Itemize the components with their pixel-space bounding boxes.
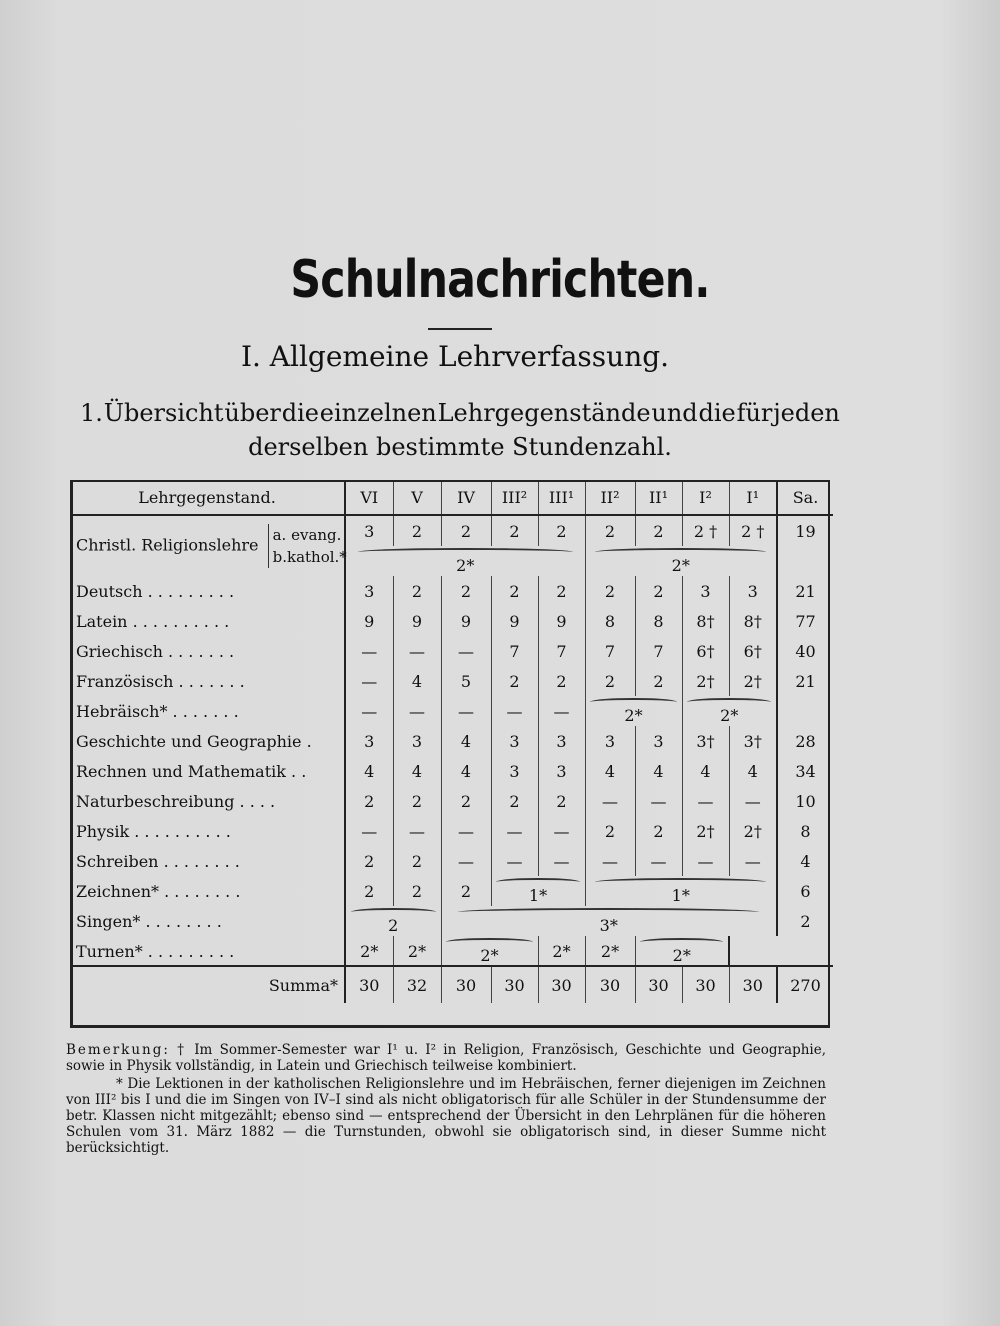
table-cell: 9 — [491, 606, 538, 636]
row-subject: Latein . . . . . . . . . . — [70, 606, 345, 636]
subtitle-word: die — [281, 399, 319, 427]
subject-header: Lehrgegenstand. — [70, 480, 345, 515]
col-header: II² — [585, 480, 635, 515]
table-row — [70, 816, 833, 846]
table-cell: 3 — [345, 726, 393, 756]
table-row — [70, 576, 833, 606]
table-cell: 6 — [777, 876, 833, 906]
table-cell: — — [729, 786, 777, 816]
subtitle-line-2: derselben bestimmte Stundenzahl. — [248, 433, 672, 461]
subtitle-word: für — [736, 399, 773, 427]
summa-row — [70, 966, 833, 1003]
summa-cell: 30 — [345, 966, 393, 1003]
table-cell: 2 — [585, 576, 635, 606]
table-cell: 2† — [729, 816, 777, 846]
row-subject: Geschichte und Geographie . — [70, 726, 345, 756]
table-row — [70, 876, 833, 906]
merged-cell: 1* — [585, 876, 777, 906]
subtitle-word: Lehrgegenstände — [437, 399, 651, 427]
table-cell: 3 — [729, 576, 777, 606]
table-cell: — — [491, 846, 538, 876]
table-cell: 6† — [729, 636, 777, 666]
religion-kathol-label: b.kathol.* — [272, 548, 347, 566]
table-cell: 3 — [491, 726, 538, 756]
table-row — [70, 636, 833, 666]
table-cell: 3 — [538, 726, 585, 756]
table-cell: 2* — [393, 936, 441, 966]
table-cell: 10 — [777, 786, 833, 816]
table-cell: 9 — [538, 606, 585, 636]
table-cell: — — [635, 786, 682, 816]
remark-1 — [66, 1042, 826, 1074]
table-cell: 2 — [777, 906, 833, 936]
table-cell: 2 — [491, 576, 538, 606]
remark-1-label: Bemerkung: — [66, 1042, 170, 1058]
religion-label: Christl. Religionslehre — [76, 535, 259, 555]
table-cell: — — [345, 666, 393, 696]
table-cell: 2 — [635, 576, 682, 606]
merged-cell: 3* — [441, 906, 777, 936]
table-cell: 2 — [393, 846, 441, 876]
subtitle-line-1 — [80, 396, 840, 430]
table-cell: 7 — [635, 636, 682, 666]
subtitle — [80, 396, 840, 464]
table-cell: 3 — [393, 726, 441, 756]
col-header: V — [393, 480, 441, 515]
row-subject: Singen* . . . . . . . . — [70, 906, 345, 936]
religion-subject — [70, 515, 345, 576]
merged-cell: 2* — [635, 936, 729, 966]
table-cell: 8 — [585, 606, 635, 636]
table-cell: 2 — [441, 576, 491, 606]
merged-cell: 2* — [441, 936, 538, 966]
table-cell: 2 — [635, 666, 682, 696]
table-row — [70, 786, 833, 816]
summa-cell: 30 — [538, 966, 585, 1003]
merged-cell: 2* — [682, 696, 777, 726]
table-cell: 2 — [538, 515, 585, 546]
table-cell: 2 — [585, 515, 635, 546]
summa-label: Summa* — [70, 966, 345, 1003]
summa-cell: 270 — [777, 966, 833, 1003]
table-cell: 5 — [441, 666, 491, 696]
table-cell — [777, 696, 833, 726]
table-row — [70, 606, 833, 636]
merged-cell: 2* — [585, 696, 682, 726]
table-cell: 2* — [585, 936, 635, 966]
table-cell: — — [729, 846, 777, 876]
row-subject: Physik . . . . . . . . . . — [70, 816, 345, 846]
summa-cell: 30 — [491, 966, 538, 1003]
table-cell: — — [345, 696, 393, 726]
table-cell: — — [441, 846, 491, 876]
table-cell: 2 — [538, 786, 585, 816]
table-cell: 2 — [393, 576, 441, 606]
row-subject: Zeichnen* . . . . . . . . — [70, 876, 345, 906]
table-body — [70, 515, 833, 966]
table-cell: 77 — [777, 606, 833, 636]
table-cell: 21 — [777, 666, 833, 696]
remark-1-text: † Im Sommer-Semester war I¹ u. I² in Religion, Französisch, Geschichte und Geographie, sowie in Physik vollständig, in Latein und Griechisch teilweise kombiniert. — [66, 1042, 826, 1074]
table-cell: 9 — [345, 606, 393, 636]
table-cell: 2† — [682, 666, 729, 696]
table-cell: 21 — [777, 576, 833, 606]
table-cell: — — [345, 636, 393, 666]
table-cell: 3 — [635, 726, 682, 756]
row-subject: Deutsch . . . . . . . . . — [70, 576, 345, 606]
table-row — [70, 515, 833, 546]
table-cell: 2† — [682, 816, 729, 846]
subtitle-word: jeden — [773, 399, 840, 427]
subtitle-word: einzelnen — [319, 399, 437, 427]
table-cell: — — [585, 846, 635, 876]
table-cell: 2 — [635, 515, 682, 546]
table-cell: 2 — [585, 816, 635, 846]
col-header: IV — [441, 480, 491, 515]
table-cell: 2 — [345, 876, 393, 906]
table-cell — [729, 936, 777, 966]
table-row — [70, 696, 833, 726]
merged-cell: 2* — [345, 546, 585, 576]
table-cell: 4 — [682, 756, 729, 786]
merged-cell: 1* — [491, 876, 585, 906]
table-cell: 6† — [682, 636, 729, 666]
table-cell: 2 — [441, 876, 491, 906]
col-header: I¹ — [729, 480, 777, 515]
row-subject: Naturbeschreibung . . . . — [70, 786, 345, 816]
table-cell: 2 — [345, 846, 393, 876]
col-header: II¹ — [635, 480, 682, 515]
remarks — [66, 1042, 826, 1158]
table-cell: 2 — [345, 786, 393, 816]
title-rule — [428, 328, 492, 330]
table-cell: — — [345, 816, 393, 846]
table-cell: 2† — [729, 666, 777, 696]
table-cell: — — [441, 816, 491, 846]
summa-cell: 30 — [441, 966, 491, 1003]
col-header: I² — [682, 480, 729, 515]
table-cell: 2 — [441, 786, 491, 816]
summa-cell: 32 — [393, 966, 441, 1003]
table-row — [70, 726, 833, 756]
table-cell: 7 — [585, 636, 635, 666]
table-cell: — — [538, 846, 585, 876]
row-subject: Schreiben . . . . . . . . — [70, 846, 345, 876]
religion-evang-label: a. evang. — [272, 526, 342, 544]
table-cell: — — [538, 816, 585, 846]
table-cell: 3 — [682, 576, 729, 606]
table-cell: 9 — [393, 606, 441, 636]
table-cell: 2 † — [729, 515, 777, 546]
col-header: III² — [491, 480, 538, 515]
table-cell: 4 — [441, 726, 491, 756]
table-cell: 4 — [441, 756, 491, 786]
subtitle-word: die — [698, 399, 736, 427]
table-cell: 4 — [393, 756, 441, 786]
table-row — [70, 756, 833, 786]
table-cell: 3 — [345, 576, 393, 606]
table-cell: 2 — [393, 515, 441, 546]
table-cell: 8 — [777, 816, 833, 846]
lessons-table — [70, 480, 833, 1003]
table-cell: 8† — [729, 606, 777, 636]
summa-cell: 30 — [729, 966, 777, 1003]
table-cell: 2 — [491, 786, 538, 816]
summa-cell: 30 — [635, 966, 682, 1003]
table-cell: 34 — [777, 756, 833, 786]
page-title: Schulnachrichten. — [290, 250, 710, 310]
table-cell: — — [635, 846, 682, 876]
table-cell: 4 — [777, 846, 833, 876]
row-subject: Rechnen und Mathematik . . — [70, 756, 345, 786]
section-heading: I. Allgemeine Lehrverfassung. — [240, 340, 670, 373]
table-cell: — — [393, 816, 441, 846]
table-cell: 7 — [538, 636, 585, 666]
table-row — [70, 666, 833, 696]
table-cell: 3† — [729, 726, 777, 756]
table-cell: 2 — [441, 515, 491, 546]
table-cell: — — [393, 696, 441, 726]
subtitle-number: 1. — [80, 399, 103, 427]
table-cell: 2 — [538, 666, 585, 696]
row-subject: Turnen* . . . . . . . . . — [70, 936, 345, 966]
table-cell: 2 — [491, 666, 538, 696]
merged-cell: 2* — [585, 546, 777, 576]
merged-cell: 2 — [345, 906, 441, 936]
table-cell: 28 — [777, 726, 833, 756]
table-cell: — — [491, 816, 538, 846]
table-cell: 3 — [345, 515, 393, 546]
table-cell: — — [682, 846, 729, 876]
table-cell: 3† — [682, 726, 729, 756]
table-cell: 2 — [491, 515, 538, 546]
table-cell: — — [393, 636, 441, 666]
table-cell: 2* — [345, 936, 393, 966]
table-cell: 8 — [635, 606, 682, 636]
summa-cell: 30 — [585, 966, 635, 1003]
col-header-total: Sa. — [777, 480, 833, 515]
table-cell: 2 — [538, 576, 585, 606]
subtitle-word: Übersicht — [103, 399, 224, 427]
table-cell: 4 — [393, 666, 441, 696]
table-cell: — — [538, 696, 585, 726]
row-subject: Französisch . . . . . . . — [70, 666, 345, 696]
table-cell: 2 — [635, 816, 682, 846]
subtitle-word: und — [651, 399, 698, 427]
row-subject: Griechisch . . . . . . . — [70, 636, 345, 666]
table-cell: 2 — [393, 786, 441, 816]
table-cell: — — [585, 786, 635, 816]
table-cell: — — [682, 786, 729, 816]
table-cell: — — [491, 696, 538, 726]
table-cell: 40 — [777, 636, 833, 666]
table-row — [70, 936, 833, 966]
table-cell: 2 † — [682, 515, 729, 546]
table-cell: 7 — [491, 636, 538, 666]
row-subject: Hebräisch* . . . . . . . — [70, 696, 345, 726]
table-cell: 2 — [585, 666, 635, 696]
table-cell: — — [441, 636, 491, 666]
table-cell: 3 — [538, 756, 585, 786]
table-cell: 4 — [729, 756, 777, 786]
table-cell: 9 — [441, 606, 491, 636]
table-row — [70, 846, 833, 876]
summa-cell: 30 — [682, 966, 729, 1003]
table-cell: 4 — [345, 756, 393, 786]
table-cell: 4 — [585, 756, 635, 786]
remark-2: * Die Lektionen in der katholischen Religionslehre und im Hebräischen, ferner diejenigen im Zeichnen von III² bis I und die im Singen von IV–I sind als nicht obligatorisch für alle Schüler in der Stundensumme der betr. Klassen nicht mitgezählt; ebenso sind — entsprechend der Übersicht in den Lehrplänen für die höheren Schulen vom 31. März 1882 — die Turnstunden, obwohl sie obligatorisch sind, in dieser Summe nicht berücksichtigt. — [66, 1076, 826, 1156]
table-row — [70, 906, 833, 936]
subtitle-word: über — [224, 399, 281, 427]
col-header: VI — [345, 480, 393, 515]
table-header-row — [70, 480, 833, 515]
table-cell: 2 — [393, 876, 441, 906]
table-cell: 4 — [635, 756, 682, 786]
table-cell: — — [441, 696, 491, 726]
table-cell: 2* — [538, 936, 585, 966]
table-cell: 3 — [491, 756, 538, 786]
col-header: III¹ — [538, 480, 585, 515]
table-cell: 8† — [682, 606, 729, 636]
table-cell-total: 19 — [777, 515, 833, 576]
table-cell: 3 — [585, 726, 635, 756]
